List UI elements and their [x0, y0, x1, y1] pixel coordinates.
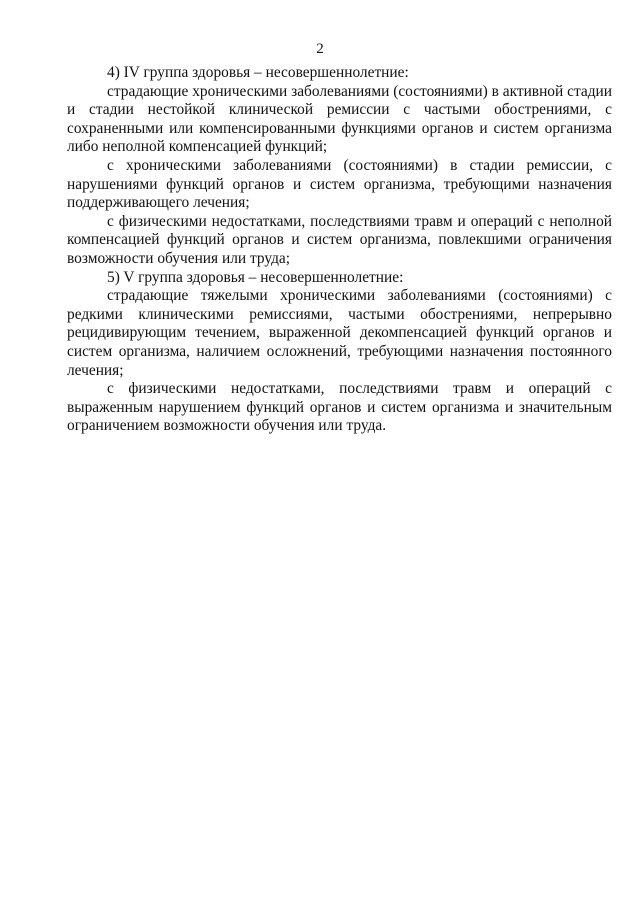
paragraph-chronic-active-stage: страдающие хроническими заболеваниями (состояниями) в активной стадии и стадии нестойкой клинической ремиссии с частыми обострениями, с сохраненными или компенсированными функциями органов и систем организма либо неполной компенсацией функций;: [67, 82, 612, 156]
document-body: [67, 64, 612, 436]
paragraph-chronic-remission: с хроническими заболеваниями (состояниями) в стадии ремиссии, с нарушениями функций органов и систем организма, требующими назначения поддерживающего лечения;: [67, 156, 612, 212]
paragraph-physical-defects-severe: с физическими недостатками, последствиями травм и операций с выраженным нарушением функций органов и систем организма и значительным ограничением возможности обучения или труда.: [67, 380, 612, 435]
paragraph-physical-defects-partial: с физическими недостатками, последствиями травм и операций с неполной компенсацией функций органов и систем организма, повлекшими ограничения возможности обучения или труда;: [67, 212, 612, 267]
page-number: 2: [316, 41, 324, 57]
section-heading-group-iv: 4) IV группа здоровья – несовершеннолетние:: [107, 64, 409, 81]
section-heading-group-v: 5) V группа здоровья – несовершеннолетние:: [107, 268, 404, 286]
paragraph-severe-chronic: страдающие тяжелыми хроническими заболеваниями (состояниями) с редкими клиническими ремиссиями, частыми обострениями, непрерывно рецидивирующим течением, выраженной декомпенсацией функций органов и систем организма, наличием осложнений, требующими назначения постоянного лечения;: [67, 287, 612, 379]
